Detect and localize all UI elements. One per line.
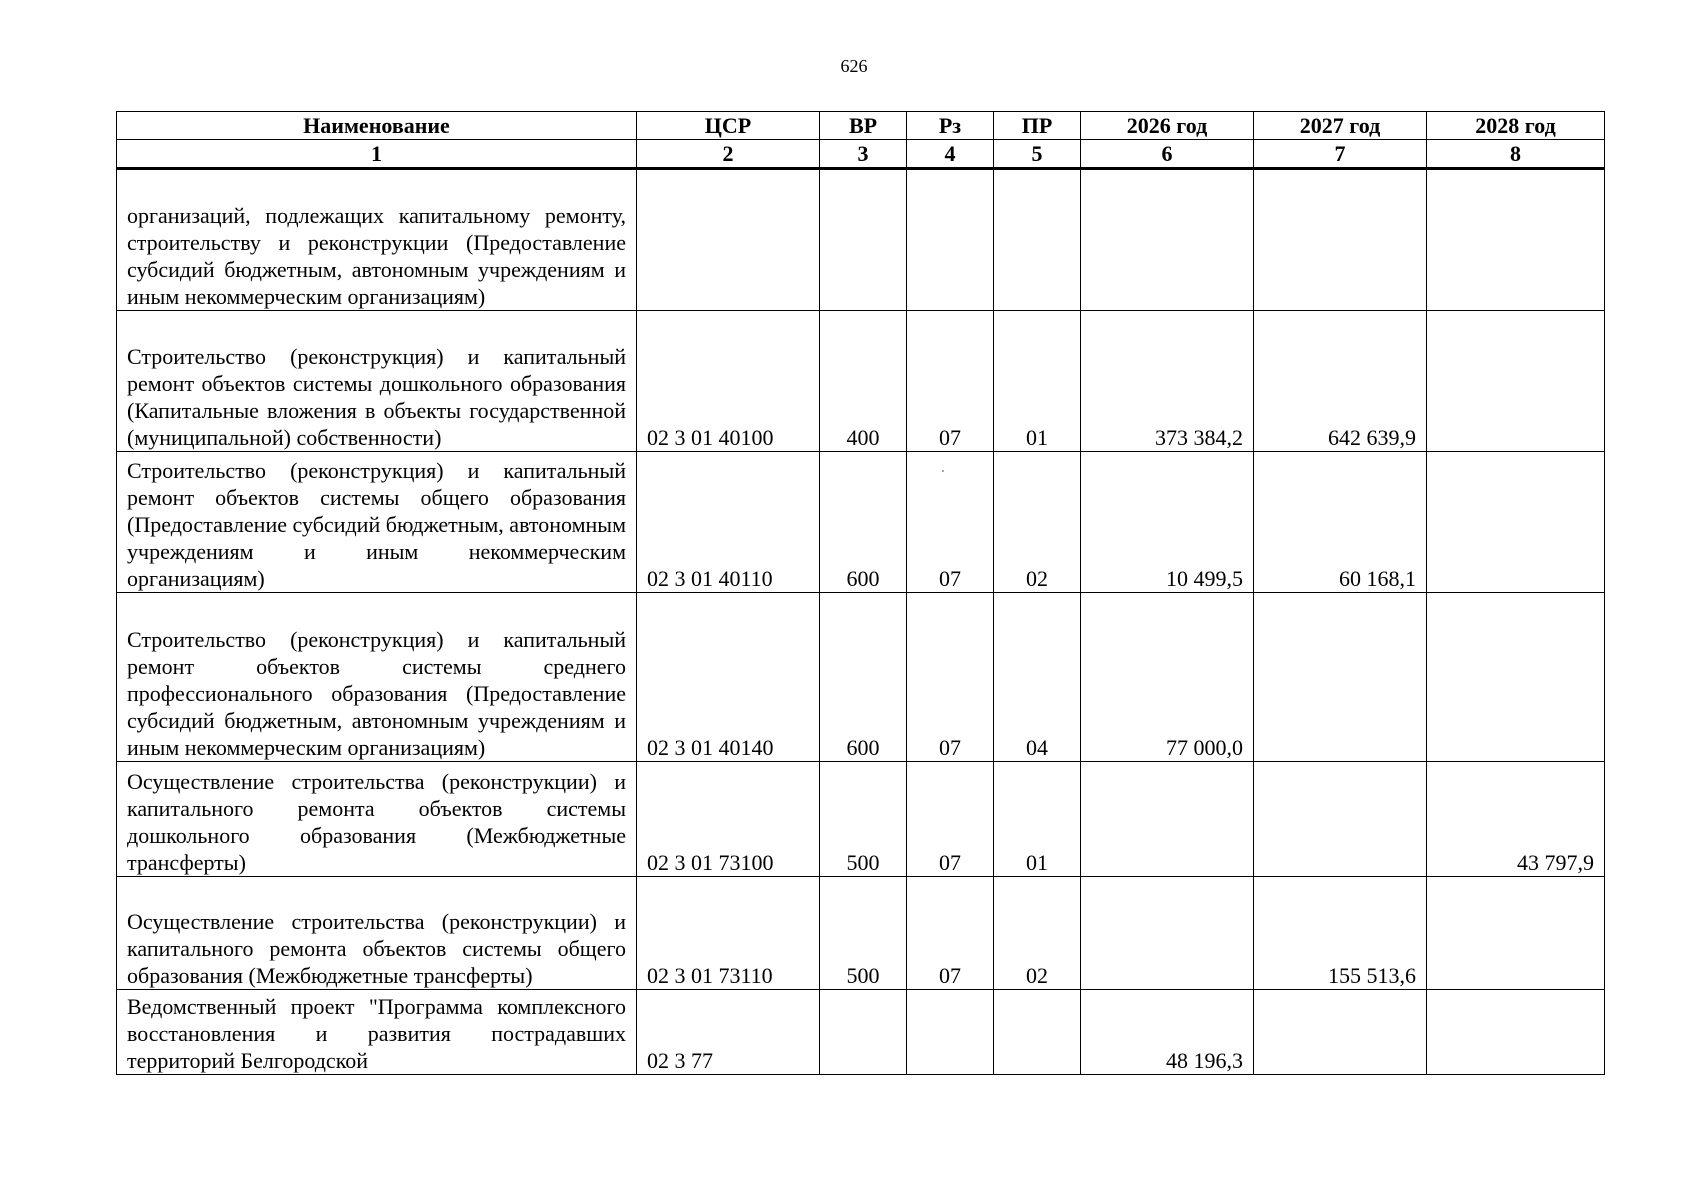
row-2027 [1254, 593, 1427, 762]
row-vr: 600 [820, 593, 907, 762]
row-rz [907, 169, 994, 311]
row-name: Осуществление строительства (реконструкции) и капитального ремонта объектов системы общего образования (Межбюджетные трансферты) [117, 877, 637, 990]
table-row [117, 877, 1605, 990]
row-rz: 07 [907, 762, 994, 877]
row-2027: 155 513,6 [1254, 877, 1427, 990]
row-2028 [1427, 169, 1605, 311]
row-csr [637, 169, 820, 311]
row-pr [994, 169, 1081, 311]
row-2026: 373 384,2 [1081, 311, 1254, 452]
header-row [117, 112, 1605, 140]
row-name: Строительство (реконструкция) и капитальный ремонт объектов системы дошкольного образования (Капитальные вложения в объекты государственной (муниципальной) собственности) [117, 311, 637, 452]
row-pr: 04 [994, 593, 1081, 762]
row-2028 [1427, 877, 1605, 990]
header-2028: 2028 год [1427, 112, 1605, 140]
scan-speck [942, 470, 944, 472]
table-body [117, 169, 1605, 1075]
row-csr: 02 3 77 [637, 990, 820, 1075]
column-number: 1 [117, 140, 637, 169]
header-csr: ЦСР [637, 112, 820, 140]
row-rz: 07 [907, 452, 994, 593]
row-pr: 01 [994, 311, 1081, 452]
row-2027: 642 639,9 [1254, 311, 1427, 452]
header-name: Наименование [117, 112, 637, 140]
row-rz [907, 990, 994, 1075]
row-pr: 02 [994, 877, 1081, 990]
row-pr: 01 [994, 762, 1081, 877]
row-vr: 400 [820, 311, 907, 452]
table-header [117, 112, 1605, 169]
row-name: Ведомственный проект "Программа комплексного восстановления и развития пострадавших территорий Белгородской [117, 990, 637, 1075]
column-number: 6 [1081, 140, 1254, 169]
row-csr: 02 3 01 73110 [637, 877, 820, 990]
column-number: 8 [1427, 140, 1605, 169]
row-2028: 43 797,9 [1427, 762, 1605, 877]
table-row [117, 762, 1605, 877]
row-2027: 60 168,1 [1254, 452, 1427, 593]
row-2028 [1427, 593, 1605, 762]
row-vr [820, 169, 907, 311]
row-2026 [1081, 169, 1254, 311]
row-2026: 10 499,5 [1081, 452, 1254, 593]
row-pr: 02 [994, 452, 1081, 593]
column-number-row [117, 140, 1605, 169]
row-csr: 02 3 01 40140 [637, 593, 820, 762]
row-2027 [1254, 169, 1427, 311]
column-number: 3 [820, 140, 907, 169]
column-number: 7 [1254, 140, 1427, 169]
row-vr: 600 [820, 452, 907, 593]
row-2028 [1427, 452, 1605, 593]
row-rz: 07 [907, 877, 994, 990]
table-row [117, 593, 1605, 762]
row-pr [994, 990, 1081, 1075]
header-vr: ВР [820, 112, 907, 140]
table-row [117, 311, 1605, 452]
header-rz: Рз [907, 112, 994, 140]
row-csr: 02 3 01 73100 [637, 762, 820, 877]
row-name: Строительство (реконструкция) и капитальный ремонт объектов системы общего образования (Предоставление субсидий бюджетным, автономным учреждениям и иным некоммерческим организациям) [117, 452, 637, 593]
row-2026 [1081, 762, 1254, 877]
row-2026: 48 196,3 [1081, 990, 1254, 1075]
row-rz: 07 [907, 593, 994, 762]
column-number: 5 [994, 140, 1081, 169]
row-csr: 02 3 01 40100 [637, 311, 820, 452]
table-row [117, 990, 1605, 1075]
header-2027: 2027 год [1254, 112, 1427, 140]
row-2027 [1254, 762, 1427, 877]
table-row [117, 169, 1605, 311]
row-rz: 07 [907, 311, 994, 452]
header-2026: 2026 год [1081, 112, 1254, 140]
header-pr: ПР [994, 112, 1081, 140]
row-2027 [1254, 990, 1427, 1075]
row-name: Осуществление строительства (реконструкции) и капитального ремонта объектов системы дошкольного образования (Межбюджетные трансферты) [117, 762, 637, 877]
budget-table [116, 111, 1605, 1075]
row-vr: 500 [820, 877, 907, 990]
column-number: 2 [637, 140, 820, 169]
column-number: 4 [907, 140, 994, 169]
row-vr [820, 990, 907, 1075]
table-row [117, 452, 1605, 593]
row-2026: 77 000,0 [1081, 593, 1254, 762]
row-name: организаций, подлежащих капитальному ремонту, строительству и реконструкции (Предоставление субсидий бюджетным, автономным учреждениям и иным некоммерческим организациям) [117, 169, 637, 311]
row-2028 [1427, 311, 1605, 452]
page-number: 626 [840, 56, 868, 76]
row-2026 [1081, 877, 1254, 990]
row-2028 [1427, 990, 1605, 1075]
row-vr: 500 [820, 762, 907, 877]
row-csr: 02 3 01 40110 [637, 452, 820, 593]
row-name: Строительство (реконструкция) и капитальный ремонт объектов системы среднего профессионального образования (Предоставление субсидий бюджетным, автономным учреждениям и иным некоммерческим организациям) [117, 593, 637, 762]
